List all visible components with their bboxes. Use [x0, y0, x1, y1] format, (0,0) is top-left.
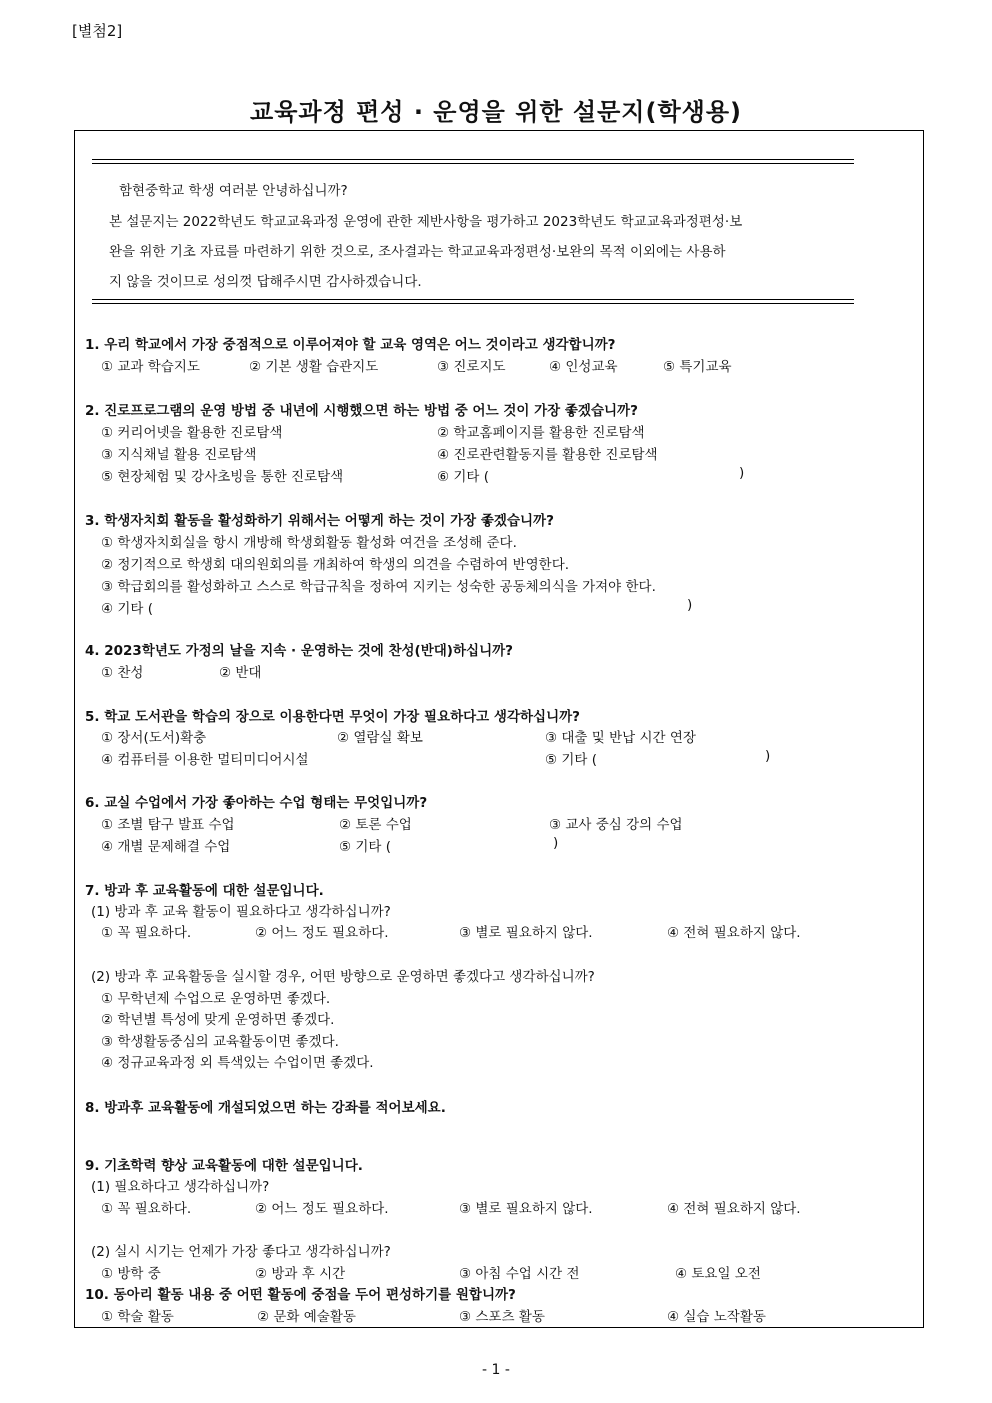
- q5-option-5-close: ): [765, 748, 771, 764]
- survey-frame: [74, 130, 924, 1328]
- q1-option-4[interactable]: ④ 인성교육: [549, 359, 618, 375]
- q10-option-2[interactable]: ② 문화 예술활동: [257, 1309, 356, 1325]
- q3-option-3[interactable]: ③ 학급회의를 활성화하고 스스로 학급규칙을 정하여 지키는 성숙한 공동체의식을 가져야 한다.: [101, 579, 656, 595]
- top-double-rule: [92, 159, 854, 164]
- q1-option-1[interactable]: ① 교과 학습지도: [101, 359, 200, 375]
- q9-2-option-4[interactable]: ④ 토요일 오전: [675, 1266, 761, 1282]
- q5-option-2[interactable]: ② 열람실 확보: [337, 730, 423, 746]
- q2-option-6-close: ): [739, 465, 745, 481]
- q7-1-option-2[interactable]: ② 어느 정도 필요하다.: [255, 925, 389, 941]
- q10-option-3[interactable]: ③ 스포츠 활동: [459, 1309, 545, 1325]
- question-3-title: 3. 학생자치회 활동을 활성화하기 위해서는 어떻게 하는 것이 가장 좋겠습니까?: [85, 513, 554, 529]
- q9-2-option-3[interactable]: ③ 아침 수업 시간 전: [459, 1266, 580, 1282]
- page-title: 교육과정 편성 · 운영을 위한 설문지(학생용): [250, 98, 742, 126]
- q2-option-6[interactable]: ⑥ 기타 (: [437, 469, 490, 485]
- q6-option-3[interactable]: ③ 교사 중심 강의 수업: [549, 817, 683, 833]
- question-1-title: 1. 우리 학교에서 가장 중점적으로 이루어져야 할 교육 영역은 어느 것이라고 생각합니까?: [85, 337, 616, 353]
- q9-1-option-4[interactable]: ④ 전혀 필요하지 않다.: [667, 1201, 801, 1217]
- q4-option-2[interactable]: ② 반대: [219, 665, 262, 681]
- question-4-title: 4. 2023학년도 가정의 날을 지속 · 운영하는 것에 찬성(반대)하십니까?: [85, 643, 513, 659]
- bottom-double-rule: [92, 299, 854, 304]
- question-6-title: 6. 교실 수업에서 가장 좋아하는 수업 형태는 무엇입니까?: [85, 795, 428, 811]
- q4-option-1[interactable]: ① 찬성: [101, 665, 144, 681]
- q7-2-option-3[interactable]: ③ 학생활동중심의 교육활동이면 좋겠다.: [101, 1034, 339, 1050]
- q9-1-option-2[interactable]: ② 어느 정도 필요하다.: [255, 1201, 389, 1217]
- q6-option-5-close: ): [553, 835, 559, 851]
- q7-1-option-4[interactable]: ④ 전혀 필요하지 않다.: [667, 925, 801, 941]
- intro-greeting: 함현중학교 학생 여러분 안녕하십니까?: [119, 183, 348, 199]
- q7-2-option-4[interactable]: ④ 정규교육과정 외 특색있는 수업이면 좋겠다.: [101, 1055, 374, 1071]
- q7-sub-1: (1) 방과 후 교육 활동이 필요하다고 생각하십니까?: [91, 904, 391, 920]
- attachment-label: [별첨2]: [72, 22, 123, 40]
- q1-option-5[interactable]: ⑤ 특기교육: [663, 359, 732, 375]
- q3-option-2[interactable]: ② 정기적으로 학생회 대의원회의를 개최하여 학생의 의견을 수렴하여 반영한다.: [101, 557, 570, 573]
- q7-2-option-1[interactable]: ① 무학년제 수업으로 운영하면 좋겠다.: [101, 991, 331, 1007]
- q9-2-option-2[interactable]: ② 방과 후 시간: [255, 1266, 346, 1282]
- q9-2-option-1[interactable]: ① 방학 중: [101, 1266, 161, 1282]
- question-2-title: 2. 진로프로그램의 운영 방법 중 내년에 시행했으면 하는 방법 중 어느 것이 가장 좋겠습니까?: [85, 403, 638, 419]
- q3-option-4[interactable]: ④ 기타 (: [101, 601, 154, 617]
- q3-option-1[interactable]: ① 학생자치회실을 항시 개방해 학생회활동 활성화 여건을 조성해 준다.: [101, 535, 517, 551]
- q1-option-3[interactable]: ③ 진로지도: [437, 359, 506, 375]
- q6-option-5[interactable]: ⑤ 기타 (: [339, 839, 392, 855]
- q9-sub-2: (2) 실시 시기는 언제가 가장 좋다고 생각하십니까?: [91, 1244, 391, 1260]
- q7-sub-2: (2) 방과 후 교육활동을 실시할 경우, 어떤 방향으로 운영하면 좋겠다고 생각하십니까?: [91, 969, 595, 985]
- q5-option-4[interactable]: ④ 컴퓨터를 이용한 멀티미디어시설: [101, 752, 309, 768]
- q3-option-4-close: ): [687, 597, 693, 613]
- intro-line: 지 않을 것이므로 성의껏 답해주시면 감사하겠습니다.: [109, 274, 422, 290]
- question-5-title: 5. 학교 도서관을 학습의 장으로 이용한다면 무엇이 가장 필요하다고 생각하십니까?: [85, 709, 581, 725]
- q5-option-1[interactable]: ① 장서(도서)확충: [101, 730, 207, 746]
- q10-option-4[interactable]: ④ 실습 노작활동: [667, 1309, 766, 1325]
- q5-option-5[interactable]: ⑤ 기타 (: [545, 752, 598, 768]
- q7-1-option-1[interactable]: ① 꼭 필요하다.: [101, 925, 192, 941]
- q1-option-2[interactable]: ② 기본 생활 습관지도: [249, 359, 379, 375]
- question-9-title: 9. 기초학력 향상 교육활동에 대한 설문입니다.: [85, 1158, 363, 1174]
- question-10-title: 10. 동아리 활동 내용 중 어떤 활동에 중점을 두어 편성하기를 원합니까?: [85, 1287, 516, 1303]
- q2-option-5[interactable]: ⑤ 현장체험 및 강사초빙을 통한 진로탐색: [101, 469, 344, 485]
- intro-line: 본 설문지는 2022학년도 학교교육과정 운영에 관한 제반사항을 평가하고 2023학년도 학교교육과정편성·보: [109, 214, 743, 230]
- intro-line: 완을 위한 기초 자료를 마련하기 위한 것으로, 조사결과는 학교교육과정편성·보완의 목적 이외에는 사용하: [109, 244, 726, 260]
- q6-option-4[interactable]: ④ 개별 문제해결 수업: [101, 839, 231, 855]
- q9-1-option-1[interactable]: ① 꼭 필요하다.: [101, 1201, 192, 1217]
- question-7-title: 7. 방과 후 교육활동에 대한 설문입니다.: [85, 883, 324, 899]
- question-8-title: 8. 방과후 교육활동에 개설되었으면 하는 강좌를 적어보세요.: [85, 1100, 446, 1116]
- q10-option-1[interactable]: ① 학술 활동: [101, 1309, 174, 1325]
- q5-option-3[interactable]: ③ 대출 및 반납 시간 연장: [545, 730, 696, 746]
- q9-1-option-3[interactable]: ③ 별로 필요하지 않다.: [459, 1201, 593, 1217]
- q6-option-1[interactable]: ① 조별 탐구 발표 수업: [101, 817, 235, 833]
- q2-option-3[interactable]: ③ 지식채널 활용 진로탐색: [101, 447, 257, 463]
- page-number: - 1 -: [482, 1362, 510, 1378]
- q2-option-4[interactable]: ④ 진로관련활동지를 활용한 진로탐색: [437, 447, 658, 463]
- q2-option-2[interactable]: ② 학교홈페이지를 활용한 진로탐색: [437, 425, 645, 441]
- q7-1-option-3[interactable]: ③ 별로 필요하지 않다.: [459, 925, 593, 941]
- q7-2-option-2[interactable]: ② 학년별 특성에 맞게 운영하면 좋겠다.: [101, 1012, 335, 1028]
- q2-option-1[interactable]: ① 커리어넷을 활용한 진로탐색: [101, 425, 283, 441]
- q9-sub-1: (1) 필요하다고 생각하십니까?: [91, 1179, 270, 1195]
- q6-option-2[interactable]: ② 토론 수업: [339, 817, 412, 833]
